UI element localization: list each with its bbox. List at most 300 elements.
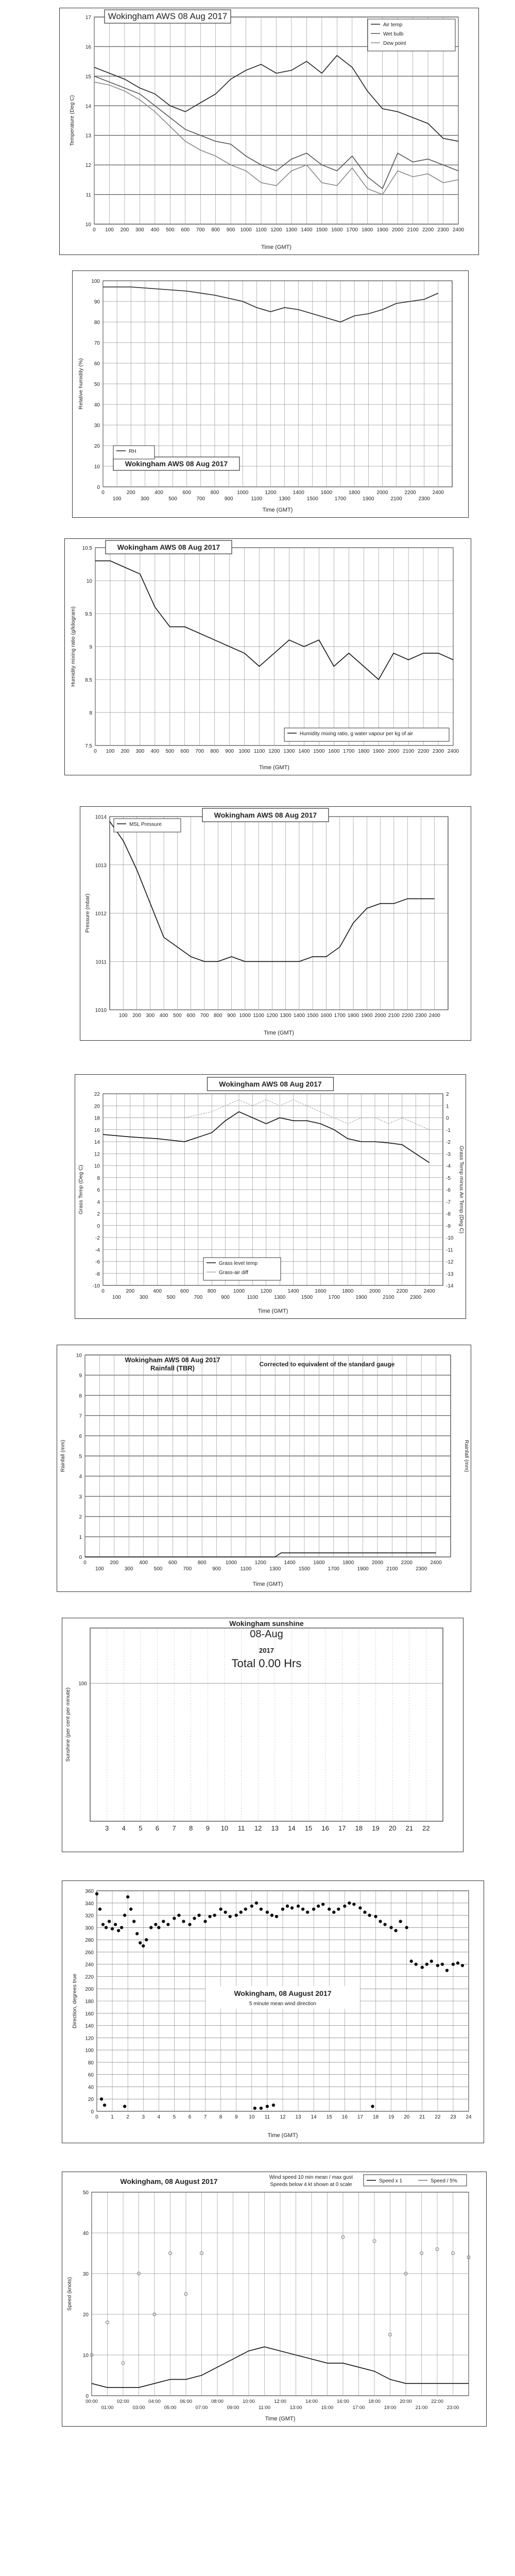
scatter-point <box>337 1907 340 1910</box>
x-tick-label: 0 <box>101 1289 105 1294</box>
category-label: 11 <box>237 1824 245 1832</box>
scatter-point <box>142 1944 145 1947</box>
legend <box>368 19 455 51</box>
scatter-point <box>358 1906 362 1909</box>
x-tick-label: 100 <box>118 1013 128 1019</box>
category-label: 21 <box>405 1824 413 1832</box>
x-tick-label: 500 <box>153 1566 163 1572</box>
chart-title: Wokingham AWS 08 Aug 2017 <box>214 811 317 819</box>
y-tick-label: 70 <box>94 341 100 346</box>
y-tick-label: 20 <box>94 444 100 449</box>
scatter-point <box>441 1962 444 1965</box>
y-tick-label: 9 <box>89 645 92 650</box>
scatter-point <box>368 1913 371 1917</box>
x-tick-label: 2300 <box>432 749 444 754</box>
y-tick-label: 50 <box>94 382 100 387</box>
x-tick-label: 1200 <box>265 490 277 496</box>
x-tick-label: 20 <box>404 2114 410 2120</box>
x-tick-label: 100 <box>106 749 115 754</box>
y-tick-label: 300 <box>85 1925 94 1931</box>
y-tick-label: 11 <box>85 192 91 198</box>
x-tick-label: 300 <box>141 496 149 502</box>
y-axis-label: Relative humidity (%) <box>78 358 84 410</box>
x-tick-label: 2100 <box>407 227 419 233</box>
x-tick-label: 1400 <box>293 1013 305 1019</box>
scatter-point <box>374 1915 377 1918</box>
y-tick-label: 13 <box>85 133 91 139</box>
x-tick-label: 1600 <box>313 1560 325 1566</box>
x-tick-label: 3 <box>142 2114 145 2120</box>
x-tick-label: 20:00 <box>400 2399 412 2404</box>
chart-7 <box>62 1618 464 1852</box>
x-tick-label: 1300 <box>279 496 290 502</box>
scatter-point <box>197 1913 200 1917</box>
y-tick-label: 80 <box>94 320 100 326</box>
chart-subtitle: 08-Aug <box>250 1629 283 1640</box>
x-tick-label: 1300 <box>269 1566 281 1572</box>
y-tick-label: 0 <box>97 485 100 490</box>
x-tick-label: 00:00 <box>85 2399 98 2404</box>
x-tick-label: 2100 <box>383 1295 394 1300</box>
chart-subtitle: 5 minute mean wind direction <box>249 2001 317 2007</box>
scatter-point <box>272 2104 275 2107</box>
x-tick-label: 200 <box>121 749 130 754</box>
y-tick-label: 7 <box>79 1413 82 1419</box>
x-tick-label: 500 <box>165 749 175 754</box>
category-label: 6 <box>155 1824 160 1832</box>
scatter-point <box>105 1926 108 1929</box>
chart-title: Wokingham sunshine <box>229 1619 304 1628</box>
x-tick-label: 700 <box>196 227 205 233</box>
x-tick-label: 1200 <box>266 1013 278 1019</box>
x-axis-label: Time (GMT) <box>264 1030 294 1036</box>
y-tick-label: -4 <box>95 1247 100 1253</box>
x-tick-label: 200 <box>110 1560 119 1566</box>
x-tick-label: 05:00 <box>164 2405 177 2411</box>
legend-label: RH <box>129 449 136 454</box>
x-tick-label: 17 <box>357 2114 363 2120</box>
y-tick-label: 80 <box>88 2060 94 2066</box>
x-tick-label: 1900 <box>357 1566 369 1572</box>
y-tick-label: 100 <box>85 2048 94 2054</box>
x-tick-label: 4 <box>157 2114 161 2120</box>
y-tick-label: 10 <box>76 1353 82 1359</box>
x-tick-label: 11:00 <box>258 2405 271 2411</box>
category-label: 5 <box>139 1824 143 1832</box>
scatter-point <box>149 1926 152 1929</box>
x-tick-label: 1100 <box>253 1013 264 1019</box>
scatter-point <box>436 1964 439 1967</box>
y-axis-label: Humidity mixing ratio (g/kilogram) <box>70 606 76 687</box>
scatter-point <box>270 1913 273 1917</box>
y-tick-label: 1010 <box>95 1008 107 1013</box>
legend-label: Grass-air diff <box>219 1270 249 1276</box>
x-tick-label: 900 <box>226 227 235 233</box>
x-tick-label: 10 <box>249 2114 255 2120</box>
x-axis-label: Time (GMT) <box>261 244 291 250</box>
y-tick-label: 10.5 <box>82 546 92 551</box>
y-tick-label: 40 <box>94 402 100 408</box>
y-tick-label: 140 <box>85 2023 94 2029</box>
scatter-point <box>193 1917 196 1920</box>
x-tick-label: 01:00 <box>101 2405 114 2411</box>
x-tick-label: 24 <box>466 2114 472 2120</box>
scatter-point <box>213 1913 216 1917</box>
y2-tick-label: 1 <box>446 1104 449 1110</box>
y2-axis-label: Rainfall (mm) <box>464 1439 470 1472</box>
scatter-point <box>266 1910 269 1913</box>
chart-3 <box>64 538 471 775</box>
x-tick-label: 2400 <box>432 490 444 496</box>
scatter-point <box>253 2107 256 2110</box>
x-tick-label: 2100 <box>388 1013 400 1019</box>
y2-tick-label: -3 <box>446 1151 451 1158</box>
scatter-point <box>154 1923 157 1926</box>
x-tick-label: 1700 <box>328 1295 340 1300</box>
x-tick-label: 1500 <box>301 1295 313 1300</box>
x-tick-label: 04:00 <box>148 2399 161 2404</box>
x-tick-label: 500 <box>166 1295 176 1300</box>
x-tick-label: 300 <box>135 749 145 754</box>
x-tick-label: 1400 <box>293 490 304 496</box>
scatter-point <box>108 1920 111 1923</box>
y-axis-label: Speed (knots) <box>66 2277 73 2311</box>
scatter-point <box>162 1920 165 1923</box>
y-tick-label: 20 <box>88 2097 94 2103</box>
y-tick-label: 1014 <box>95 815 107 820</box>
y2-tick-label: -14 <box>446 1283 454 1289</box>
x-tick-label: 1600 <box>328 749 340 754</box>
x-tick-label: 2200 <box>402 1013 414 1019</box>
y-tick-label: 18 <box>94 1115 100 1122</box>
y-tick-label: 90 <box>94 299 100 305</box>
x-tick-label: 900 <box>224 496 233 502</box>
legend-label: Speed / 5% <box>431 2178 457 2184</box>
scatter-point <box>405 1926 408 1929</box>
y-tick-label: 8 <box>89 710 92 716</box>
x-tick-label: 2400 <box>430 1560 442 1566</box>
x-tick-label: 1000 <box>238 749 250 754</box>
x-tick-label: 9 <box>234 2114 238 2120</box>
x-tick-label: 800 <box>210 749 219 754</box>
y-axis-label: Temperature (Deg C) <box>69 95 75 146</box>
scatter-point <box>297 1905 300 1908</box>
scatter-point <box>328 1907 331 1910</box>
scatter-point <box>103 2104 106 2107</box>
scatter-point <box>332 1910 335 1913</box>
legend-label: Speed x 1 <box>379 2178 403 2184</box>
y-tick-label: 0 <box>79 1555 82 1561</box>
scatter-point <box>379 1920 382 1923</box>
x-tick-label: 1400 <box>301 227 313 233</box>
scatter-point <box>123 1913 126 1917</box>
x-tick-label: 1000 <box>239 1013 251 1019</box>
x-tick-label: 22 <box>435 2114 441 2120</box>
x-tick-label: 1800 <box>347 1013 359 1019</box>
y-tick-label: 15 <box>85 74 91 80</box>
x-tick-label: 800 <box>213 1013 222 1019</box>
x-tick-label: 2400 <box>423 1289 435 1294</box>
y-tick-label: 0 <box>97 1223 100 1229</box>
x-tick-label: 1800 <box>362 227 373 233</box>
category-label: 4 <box>122 1824 126 1832</box>
x-tick-label: 1100 <box>255 227 267 233</box>
x-tick-label: 1200 <box>254 1560 266 1566</box>
x-tick-label: 1600 <box>320 1013 332 1019</box>
x-tick-label: 1500 <box>307 1013 319 1019</box>
x-tick-label: 300 <box>124 1566 133 1572</box>
x-axis-label: Time (GMT) <box>262 507 293 513</box>
x-tick-label: 400 <box>150 227 160 233</box>
chart-1 <box>59 8 479 255</box>
y-tick-label: 17 <box>85 15 91 21</box>
scatter-point <box>430 1960 433 1963</box>
scatter-point <box>352 1903 355 1906</box>
y-axis-label: Pressure (mbar) <box>84 893 91 933</box>
category-label: 9 <box>205 1824 210 1832</box>
y-tick-label: -10 <box>92 1283 100 1289</box>
y-tick-label: 10 <box>94 1163 100 1170</box>
scatter-point <box>425 1962 428 1965</box>
x-tick-label: 500 <box>165 227 175 233</box>
x-tick-label: 600 <box>180 749 190 754</box>
x-tick-label: 1200 <box>270 227 282 233</box>
scatter-point <box>177 1913 180 1917</box>
x-tick-label: 14:00 <box>305 2399 318 2404</box>
scatter-point <box>224 1910 227 1913</box>
scatter-point <box>317 1905 320 1908</box>
x-tick-label: 19:00 <box>384 2405 397 2411</box>
legend-label: Air temp <box>383 22 403 28</box>
x-tick-label: 1700 <box>346 227 358 233</box>
scatter-point <box>321 1903 324 1906</box>
scatter-point <box>260 2107 263 2110</box>
y-tick-label: 180 <box>85 1999 94 2005</box>
x-tick-label: 19 <box>388 2114 394 2120</box>
scatter-point <box>98 1907 101 1910</box>
y-tick-label: 4 <box>97 1199 100 1206</box>
x-tick-label: 700 <box>200 1013 209 1019</box>
chart-5 <box>75 1074 466 1319</box>
x-tick-label: 15 <box>326 2114 332 2120</box>
y-tick-label: 8 <box>79 1393 82 1399</box>
x-tick-label: 2000 <box>369 1289 381 1294</box>
scatter-point <box>111 1927 114 1930</box>
x-tick-label: 2100 <box>403 749 415 754</box>
scatter-point <box>399 1920 402 1923</box>
x-tick-label: 2000 <box>371 1560 384 1566</box>
x-tick-label: 10:00 <box>243 2399 255 2404</box>
x-tick-label: 02:00 <box>117 2399 129 2404</box>
x-tick-label: 900 <box>227 1013 236 1019</box>
category-label: 20 <box>388 1824 397 1832</box>
x-tick-label: 800 <box>211 227 220 233</box>
y-tick-label: 60 <box>94 361 100 367</box>
scatter-point <box>166 1923 169 1926</box>
x-tick-label: 400 <box>153 1289 162 1294</box>
category-label: 18 <box>355 1824 363 1832</box>
scatter-point <box>229 1915 232 1918</box>
chart-8 <box>62 1880 484 2143</box>
scatter-point <box>235 1913 238 1917</box>
y-tick-label: 1013 <box>95 862 107 869</box>
x-tick-label: 2000 <box>392 227 404 233</box>
y-tick-label: 1012 <box>95 911 107 917</box>
x-tick-label: 1100 <box>253 749 265 754</box>
x-tick-label: 1400 <box>298 749 310 754</box>
x-tick-label: 6 <box>188 2114 192 2120</box>
scatter-point <box>219 1907 222 1910</box>
x-tick-label: 200 <box>132 1013 141 1019</box>
x-tick-label: 500 <box>173 1013 182 1019</box>
x-tick-label: 200 <box>126 490 135 496</box>
x-tick-label: 08:00 <box>211 2399 224 2404</box>
x-tick-label: 2100 <box>386 1566 398 1572</box>
x-tick-label: 1300 <box>274 1295 286 1300</box>
y2-tick-label: -11 <box>446 1247 453 1253</box>
x-tick-label: 700 <box>195 749 204 754</box>
note-line-2: Speeds below 4 kt shown at 0 scale <box>270 2182 352 2188</box>
y-tick-label: -6 <box>95 1259 100 1265</box>
y-tick-label: -2 <box>95 1235 100 1241</box>
x-tick-label: 1500 <box>306 496 318 502</box>
scatter-point <box>114 1923 117 1926</box>
category-label: 12 <box>254 1824 262 1832</box>
scatter-point <box>461 1964 464 1967</box>
y-tick-label: 120 <box>85 2036 94 2042</box>
x-tick-label: 2 <box>126 2114 129 2120</box>
x-tick-label: 13 <box>295 2114 301 2120</box>
y-tick-label: 0 <box>91 2109 94 2115</box>
x-tick-label: 23 <box>450 2114 456 2120</box>
scatter-point <box>260 1907 263 1910</box>
y-axis-label: Direction, degrees true <box>72 1973 78 2029</box>
y-tick-label: 12 <box>94 1151 100 1158</box>
x-tick-label: 12 <box>280 2114 286 2120</box>
y-tick-label: 8.5 <box>85 677 92 683</box>
x-tick-label: 700 <box>194 1295 203 1300</box>
y2-tick-label: 2 <box>446 1092 449 1097</box>
x-tick-label: 13:00 <box>289 2405 302 2411</box>
y2-axis-label: Grass Temp minus Air Temp (Deg C) <box>458 1145 465 1234</box>
scatter-point <box>239 1910 243 1913</box>
y-tick-label: 100 <box>91 279 100 284</box>
x-tick-label: 1700 <box>328 1566 339 1572</box>
y2-tick-label: -4 <box>446 1163 451 1170</box>
x-tick-label: 600 <box>168 1560 177 1566</box>
scatter-point <box>275 1915 278 1918</box>
category-label: 3 <box>105 1824 109 1832</box>
category-label: 14 <box>288 1824 296 1832</box>
y-tick-label: 20 <box>82 2312 89 2318</box>
x-tick-label: 1600 <box>315 1289 327 1294</box>
x-tick-label: 600 <box>182 490 192 496</box>
y-tick-label: 10 <box>94 464 100 470</box>
x-tick-label: 1900 <box>355 1295 367 1300</box>
x-tick-label: 2300 <box>437 227 449 233</box>
scatter-point <box>348 1902 351 1905</box>
x-tick-label: 1900 <box>376 227 388 233</box>
x-tick-label: 06:00 <box>180 2399 192 2404</box>
y-tick-label: 1 <box>79 1534 82 1540</box>
x-tick-label: 2000 <box>374 1013 386 1019</box>
x-tick-label: 1200 <box>268 749 280 754</box>
x-tick-label: 1700 <box>343 749 355 754</box>
x-tick-label: 21 <box>419 2114 425 2120</box>
chart-6 <box>57 1345 471 1592</box>
y-tick-label: 30 <box>82 2272 89 2277</box>
y-tick-label: 220 <box>85 1974 94 1980</box>
x-tick-label: 12:00 <box>274 2399 286 2404</box>
scatter-point <box>255 1902 258 1905</box>
x-tick-label: 18 <box>372 2114 379 2120</box>
y2-tick-label: 0 <box>446 1115 449 1122</box>
legend-label: Grass level temp <box>219 1261 258 1266</box>
x-tick-label: 1400 <box>284 1560 296 1566</box>
scatter-point <box>394 1929 397 1932</box>
x-tick-label: 1900 <box>361 1013 373 1019</box>
y-tick-label: 3 <box>79 1494 82 1500</box>
x-tick-label: 1500 <box>313 749 325 754</box>
x-tick-label: 21:00 <box>415 2405 428 2411</box>
x-tick-label: 200 <box>120 227 129 233</box>
x-tick-label: 2300 <box>410 1295 422 1300</box>
chart-title: Wokingham AWS 08 Aug 2017 <box>125 1356 220 1364</box>
scatter-point <box>208 1915 211 1918</box>
y2-tick-label: -10 <box>446 1235 454 1241</box>
legend-label: Dew point <box>383 41 406 46</box>
y-tick-label: 16 <box>85 44 91 50</box>
scatter-point <box>182 1920 185 1923</box>
y-tick-label: 16 <box>94 1127 100 1133</box>
scatter-point <box>244 1907 247 1910</box>
category-label: 10 <box>220 1824 229 1832</box>
category-label: 8 <box>189 1824 193 1832</box>
x-tick-label: 1000 <box>225 1560 237 1566</box>
x-tick-label: 07:00 <box>195 2405 208 2411</box>
scatter-point <box>312 1907 315 1910</box>
chart-title: Wokingham AWS 08 Aug 2017 <box>117 543 220 551</box>
x-tick-label: 300 <box>146 1013 155 1019</box>
chart-title: Wokingham AWS 08 Aug 2017 <box>125 460 228 468</box>
x-tick-label: 2300 <box>415 1013 427 1019</box>
y-tick-label: 60 <box>88 2072 94 2078</box>
x-tick-label: 2000 <box>376 490 388 496</box>
x-tick-label: 17:00 <box>352 2405 365 2411</box>
x-tick-label: 200 <box>126 1289 135 1294</box>
y-tick-label: 14 <box>85 104 91 110</box>
x-tick-label: 100 <box>112 1295 121 1300</box>
x-tick-label: 1100 <box>251 496 263 502</box>
y-tick-label: 320 <box>85 1913 94 1919</box>
scatter-point <box>101 1923 105 1926</box>
x-tick-label: 800 <box>210 490 219 496</box>
x-tick-label: 2400 <box>447 749 459 754</box>
scatter-point <box>301 1907 304 1910</box>
x-tick-label: 2400 <box>428 1013 440 1019</box>
y-tick-label: 10 <box>85 222 91 228</box>
x-tick-label: 1400 <box>287 1289 299 1294</box>
x-tick-label: 1700 <box>334 496 347 502</box>
x-tick-label: 1800 <box>358 749 370 754</box>
y-tick-label: 9 <box>79 1373 82 1379</box>
x-tick-label: 700 <box>183 1566 192 1572</box>
y-tick-label: 160 <box>85 2011 94 2017</box>
x-tick-label: 2300 <box>418 496 430 502</box>
x-tick-label: 100 <box>95 1566 104 1572</box>
y-tick-label: 12 <box>85 163 91 169</box>
x-tick-label: 16 <box>341 2114 348 2120</box>
